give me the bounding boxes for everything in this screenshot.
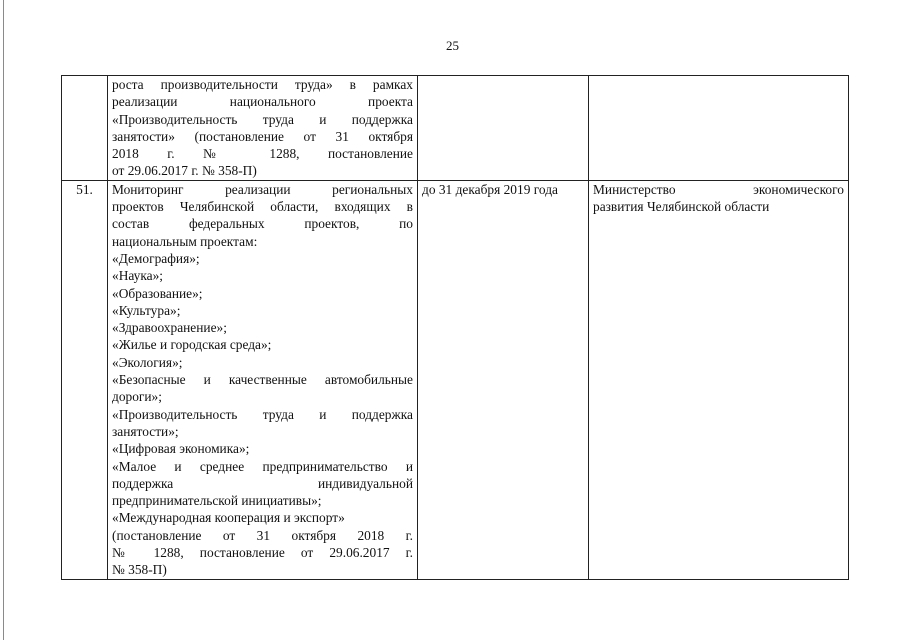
description-line: № 358-П) xyxy=(112,562,167,578)
description-line: «Безопасные и качественные автомобильные xyxy=(112,372,413,388)
description-line: проектов Челябинской области, входящих в xyxy=(112,199,413,215)
description-line: № 1288, постановление от 29.06.2017 г. xyxy=(112,545,413,561)
table-row xyxy=(62,76,849,181)
row-deadline: до 31 декабря 2019 года xyxy=(418,180,589,579)
description-line: (постановление от 31 октября 2018 г. xyxy=(112,527,413,543)
description-line: реализации национального проекта xyxy=(112,94,413,110)
description-line: «Демография»; xyxy=(112,250,200,266)
description-line: предпринимательской инициативы»; xyxy=(112,493,322,509)
description-line: «Цифровая экономика»; xyxy=(112,441,250,457)
description-line: «Образование»; xyxy=(112,285,203,301)
responsible-line: Министерство экономического xyxy=(593,181,844,197)
row-description xyxy=(108,76,418,181)
description-line: «Здравоохранение»; xyxy=(112,320,227,336)
description-line: национальным проектам: xyxy=(112,233,258,249)
description-line: «Производительность труда и поддержка xyxy=(112,406,413,422)
description-line: занятости»; xyxy=(112,423,179,439)
measures-table xyxy=(61,75,849,580)
description-line: дороги»; xyxy=(112,389,162,405)
row-description xyxy=(108,180,418,579)
description-line: Мониторинг реализации региональных xyxy=(112,181,413,197)
description-line: 2018 г. № 1288, постановление xyxy=(112,146,413,162)
page-number: 25 xyxy=(446,38,459,53)
row-number: 51. xyxy=(62,180,108,579)
row-number xyxy=(62,76,108,181)
row-deadline xyxy=(418,76,589,181)
description-line: состав федеральных проектов, по xyxy=(112,216,413,232)
description-line: от 29.06.2017 г. № 358-П) xyxy=(112,163,257,179)
row-responsible xyxy=(589,76,849,181)
description-line: роста производительности труда» в рамках xyxy=(112,77,413,92)
description-line: «Малое и среднее предпринимательство и xyxy=(112,458,413,474)
description-line: «Наука»; xyxy=(112,268,163,284)
description-line: «Производительность труда и поддержка xyxy=(112,111,413,127)
description-line: «Экология»; xyxy=(112,354,183,370)
responsible-line: развития Челябинской области xyxy=(593,199,770,215)
page-edge-line xyxy=(3,0,4,640)
description-line: занятости» (постановление от 31 октября xyxy=(112,128,413,144)
description-line: «Жилье и городская среда»; xyxy=(112,337,272,353)
row-responsible xyxy=(589,180,849,579)
table-row xyxy=(62,180,849,579)
description-line: «Международная кооперация и экспорт» xyxy=(112,510,345,526)
description-line: поддержка индивидуальной xyxy=(112,475,413,491)
description-line: «Культура»; xyxy=(112,302,181,318)
